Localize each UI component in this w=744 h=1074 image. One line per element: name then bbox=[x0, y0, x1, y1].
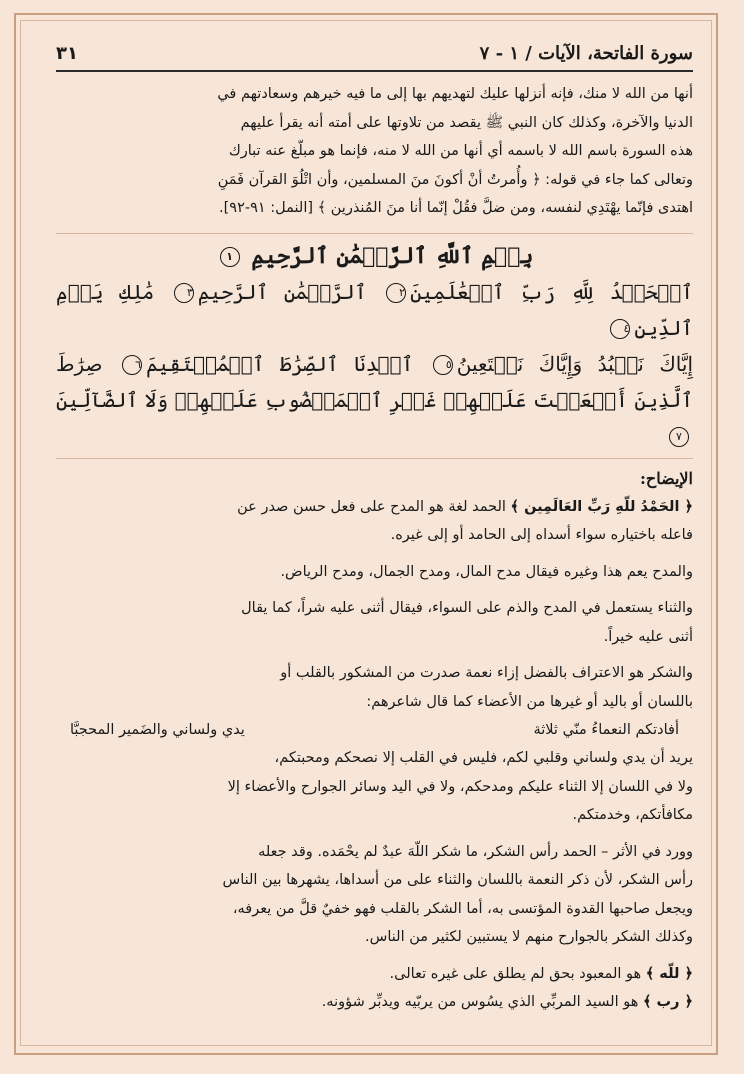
ayah-text: صِرَٰطَ bbox=[56, 351, 103, 376]
poem-verse bbox=[56, 716, 693, 744]
basmala bbox=[56, 238, 693, 274]
paragraph-line: وورد في الأثر – الحمد رأس الشكر، ما شكر اللّهَ عبدٌ لم يحْمَده. وقد جعله bbox=[258, 843, 693, 860]
quoted-phrase: ﴿ للّه ﴾ bbox=[645, 965, 693, 982]
ayah-text: ٱلَّذِينَ أَنۡعَمۡتَ عَلَيۡهِمۡ غَيۡرِ ٱلۡمَغۡضُوبِ عَلَيۡهِمۡ وَلَا ٱلضَّآلِّينَ bbox=[56, 387, 693, 412]
paragraph-line: والثناء يستعمل في المدح والذم على السواء، فيقال أثنى عليه شراً، كما يقال bbox=[241, 600, 693, 616]
poem-first-hemistich: أفادتكم النعماءُ منّي ثلاثة bbox=[533, 722, 679, 738]
ayah-text: ٱلرَّحۡمَٰنِ ٱلرَّحِيمِ bbox=[197, 279, 367, 304]
intro-line: وتعالى كما جاء في قوله: ﴿ وأُمرتُ أنْ أكونَ منَ المسلمين، وأن اتْلُوَ القرآن فَمَنِ bbox=[217, 171, 693, 188]
paragraph-line: أثنى عليه خيراً. bbox=[603, 628, 693, 645]
ayah-line-3 bbox=[56, 382, 693, 454]
ayah-line-2 bbox=[56, 346, 693, 382]
section-heading: الإيضاح: bbox=[639, 468, 693, 488]
paragraph-line bbox=[56, 960, 693, 989]
poem-second-hemistich: يدي ولساني والضَمير المحجبَّا bbox=[70, 722, 245, 738]
ayah-number-marker: ٢ bbox=[386, 283, 406, 303]
page-number: ٣١ bbox=[56, 43, 78, 64]
quoted-phrase: ﴿ رب ﴾ bbox=[642, 994, 693, 1010]
paragraph-line: مكافأتكم، وخدمتكم. bbox=[572, 807, 693, 823]
paragraph-line: باللسان أو باليد أو غيرها من الأعضاء كما قال شاعرهم: bbox=[366, 693, 693, 710]
ayah-number-marker: ١ bbox=[220, 247, 240, 267]
ayah-text: مَٰلِكِ يَوۡمِ ٱلدِّينِ bbox=[56, 279, 693, 340]
ayah-number-marker: ٣ bbox=[174, 283, 194, 303]
paragraph-line: رأس الشكر، لأن ذكر النعمة باللسان والثناء على من أسداها، يشهرها بين الناس bbox=[222, 872, 693, 888]
ayah-text: إِيَّاكَ نَعۡبُدُ وَإِيَّاكَ نَسۡتَعِينُ bbox=[456, 351, 694, 376]
intro-line: أنها من الله لا منك، فإنه أنزلها عليك لتهديهم بها إلى ما فيه خيرهم وسعادتهم في bbox=[217, 86, 693, 102]
paragraph-line: وكذلك الشكر بالجوارح منهم لا يستبين لكثير من الناس. bbox=[365, 929, 693, 945]
paragraph-text: هو السيد المربِّي الذي يسُوس من يربّيه ويدبِّر شؤونه. bbox=[321, 994, 643, 1010]
running-title: سورة الفاتحة، الآيات / ١ - ٧ bbox=[479, 43, 693, 64]
paragraph-line bbox=[56, 493, 693, 522]
paragraph-line: يريد أن يدي ولساني وقلبي لكم، فليس في القلب إلا نصحكم ومحبتكم، bbox=[274, 750, 693, 766]
ayah-number-marker: ٧ bbox=[669, 427, 689, 447]
ayah-text: ٱهۡدِنَا ٱلصِّرَٰطَ ٱلۡمُسۡتَقِيمَ bbox=[146, 351, 414, 376]
paragraph-line bbox=[56, 988, 693, 1017]
ayah-number-marker: ٦ bbox=[122, 355, 142, 375]
ayah-number-marker: ٤ bbox=[610, 319, 630, 339]
ayah-number-marker: ٥ bbox=[433, 355, 453, 375]
intro-line: اهتدى فإنّما يهْتَدِي لنفسه، ومن ضلَّ فقُلْ إنّما أنا منَ المُنذرين ﴾ [النمل: ٩١-٩٢]. bbox=[219, 200, 693, 216]
paragraph-line: والمدح يعم هذا وغيره فيقال مدح المال، ومدح الجمال، ومدح الرياض. bbox=[280, 563, 693, 580]
paragraph-line: ويجعل صاحبها القدوة المؤتسى به، أما الشكر بالقلب فهو خفيٌ قلَّ من يعرفه، bbox=[232, 900, 693, 917]
intro-line: الدنيا والآخرة، وكذلك كان النبي ﷺ يقصد من تلاوتها على أمته أنه يقرأ عليهم bbox=[240, 114, 693, 131]
paragraph-text: الحمد لغة هو المدح على فعل حسن صدر عن bbox=[237, 498, 511, 515]
page-content bbox=[56, 38, 693, 1017]
quran-text-block bbox=[56, 233, 693, 459]
ayah-line-1 bbox=[56, 274, 693, 346]
paragraph-line: والشكر هو الاعتراف بالفضل إزاء نعمة صدرت من المشكور بالقلب أو bbox=[280, 665, 693, 681]
basmala-text: بِسۡمِ ٱللَّهِ ٱلرَّحۡمَٰنِ ٱلرَّحِيمِ bbox=[251, 242, 534, 269]
paragraph-line: ولا في اللسان إلا الثناء عليكم ومدحكم، ولا في اليد وسائر الجوارح والأعضاء إلا bbox=[227, 778, 693, 795]
intro-line: هذه السورة باسم الله لا باسمه أي أنها من الله لا منه، فإنما هو مبلّغ عنه تبارك bbox=[228, 143, 693, 159]
paragraph-text: هو المعبود بحق لم يطلق على غيره تعالى. bbox=[389, 965, 646, 982]
quoted-phrase: ﴿ الحَمْدُ للّهِ رَبِّ العَالَمِين ﴾ bbox=[510, 498, 693, 515]
page-header bbox=[56, 38, 693, 72]
ayah-text: ٱلۡحَمۡدُ لِلَّهِ رَبِّ ٱلۡعَٰلَمِينَ bbox=[410, 279, 694, 304]
paragraph-line: فاعله باختياره سواء أسداه إلى الحامد أو إلى غيره. bbox=[390, 527, 693, 543]
